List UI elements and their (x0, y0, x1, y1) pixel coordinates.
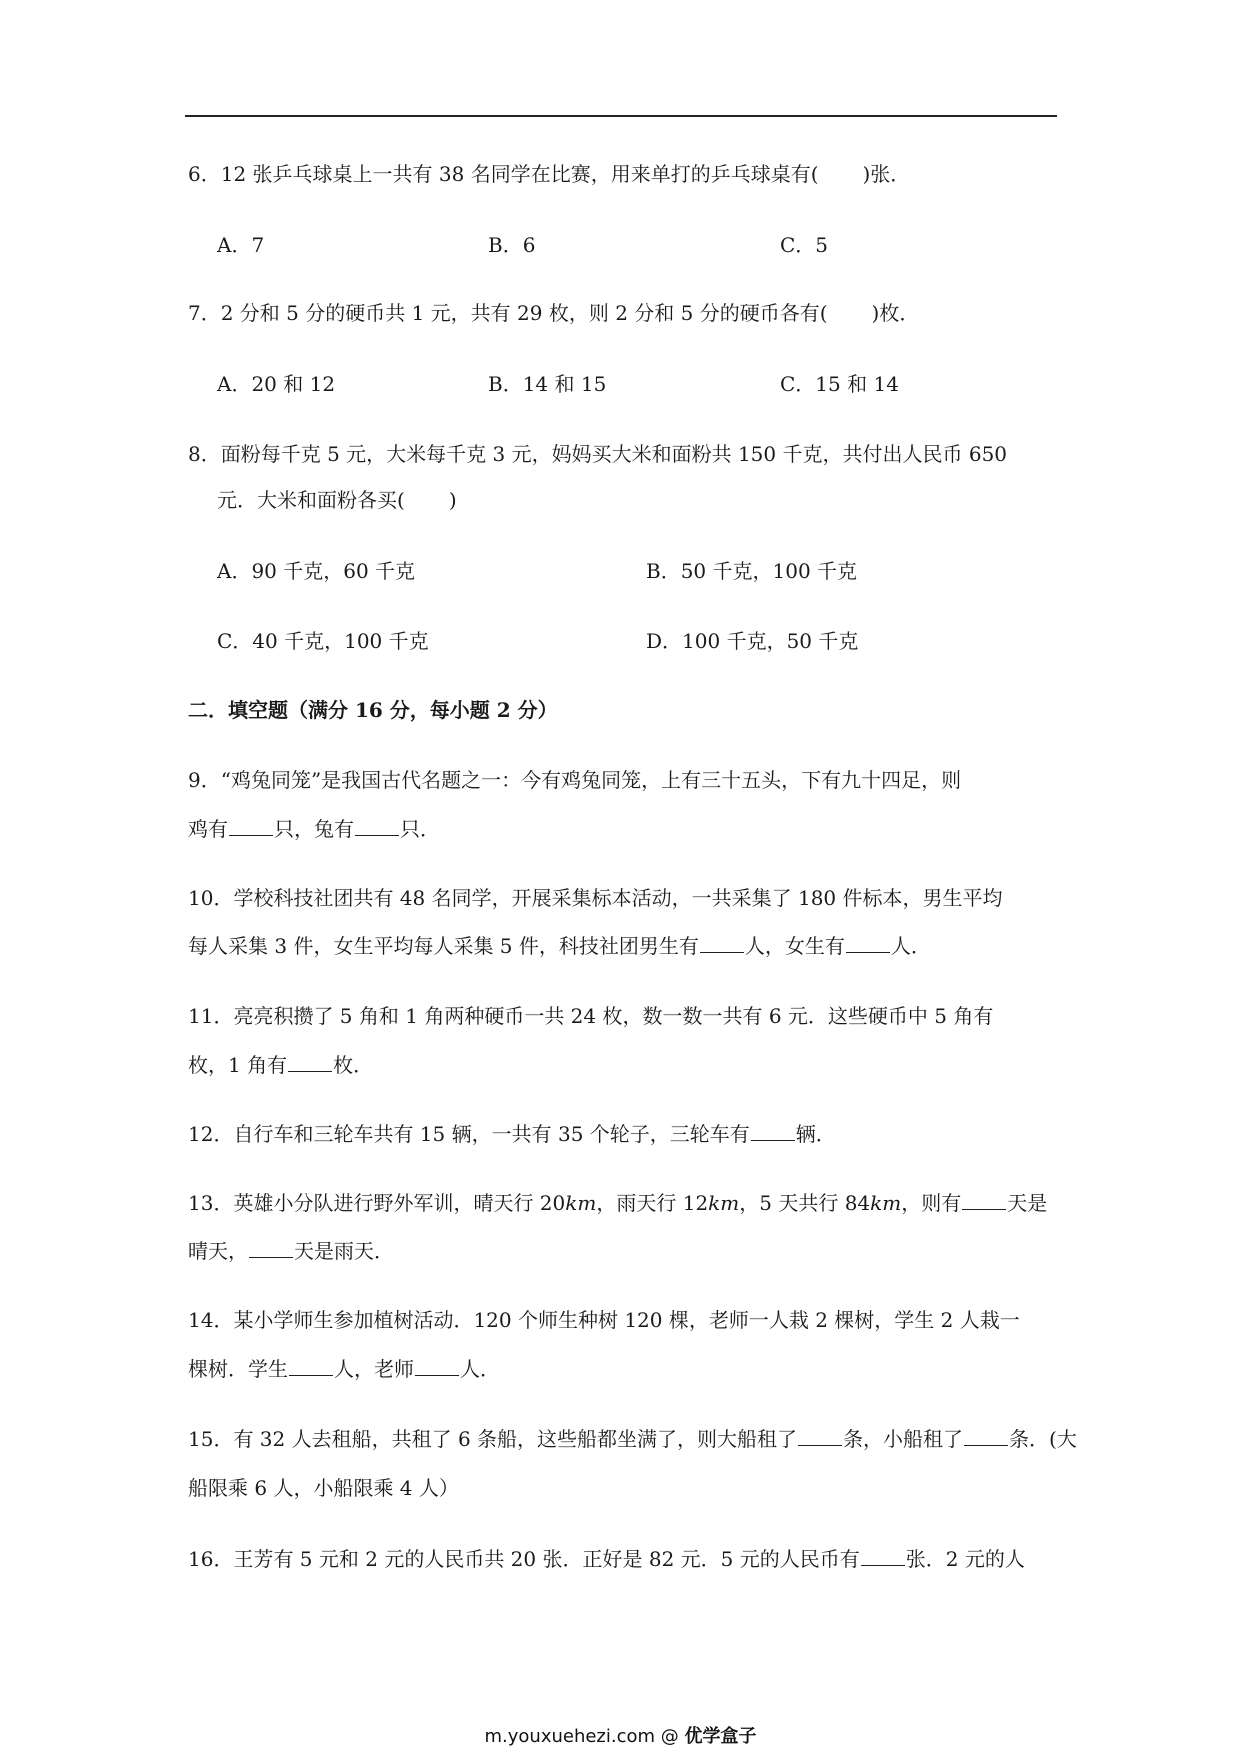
answer-blank[interactable] (964, 1425, 1008, 1446)
q8-option-d[interactable]: D．100 千克，50 千克 (646, 629, 859, 653)
q9-text: 只． (400, 817, 440, 841)
q8-text-end: ) (448, 488, 457, 512)
answer-blank[interactable] (962, 1189, 1006, 1210)
unit-km: km (565, 1191, 597, 1215)
q13-text: ，则有 (901, 1191, 962, 1215)
question-15-line-2: 船限乘 6 人，小船限乘 4 人） (188, 1476, 459, 1500)
question-10-line-1: 10．学校科技社团共有 48 名同学，开展采集标本活动，一共采集了 180 件标本，男生平均 (188, 886, 1003, 910)
q8-option-a[interactable]: A．90 千克，60 千克 (217, 559, 416, 583)
answer-blank[interactable] (751, 1120, 795, 1141)
question-13-line-1 (188, 1189, 1047, 1217)
question-13-line-2 (188, 1237, 394, 1265)
question-9-line-2 (188, 815, 440, 843)
question-8-line-1: 8．面粉每千克 5 元，大米每千克 3 元，妈妈买大米和面粉共 150 千克，共付出人民币 650 (188, 442, 1008, 466)
question-11-line-1: 11．亮亮积攒了 5 角和 1 角两种硬币一共 24 枚，数一数一共有 6 元．这些硬币中 5 角有 (188, 1004, 994, 1028)
question-7 (188, 299, 919, 327)
footer-watermark (0, 1722, 1241, 1748)
q13-text: ，雨天行 12 (596, 1191, 709, 1215)
q10-text: 人． (890, 934, 931, 958)
q6-text: 6．12 张乒乓球桌上一共有 38 名同学在比赛，用来单打的乒乓球桌有( (188, 162, 819, 186)
q13-text: ，5 天共行 84 (739, 1191, 871, 1215)
q6-text-end: )张． (862, 162, 911, 186)
section-title: 二．填空题（满分 16 分，每小题 2 分） (188, 698, 558, 722)
q13-text: 13．英雄小分队进行野外军训，晴天行 20 (188, 1191, 566, 1215)
answer-blank[interactable] (798, 1425, 842, 1446)
q11-text: 枚． (333, 1053, 374, 1077)
q7-option-a[interactable]: A．20 和 12 (217, 372, 336, 396)
question-16 (188, 1545, 1025, 1573)
q7-option-c[interactable]: C．15 和 14 (780, 372, 899, 396)
q6-option-a[interactable]: A．7 (217, 233, 265, 257)
q14-text: 棵树．学生 (188, 1357, 288, 1381)
q6-option-b[interactable]: B．6 (488, 233, 536, 257)
answer-blank[interactable] (846, 932, 890, 953)
unit-km: km (708, 1191, 740, 1215)
answer-blank[interactable] (700, 932, 744, 953)
question-9-line-1: 9．“鸡兔同笼”是我国古代名题之一：今有鸡兔同笼，上有三十五头，下有九十四足，则 (188, 768, 962, 792)
q6-option-c[interactable]: C．5 (780, 233, 829, 257)
answer-blank[interactable] (861, 1545, 905, 1566)
question-15-line-1 (188, 1425, 1077, 1453)
answer-blank[interactable] (288, 1051, 332, 1072)
question-6 (188, 160, 910, 188)
q13-text: 晴天， (188, 1239, 248, 1263)
answer-blank[interactable] (355, 815, 399, 836)
footer-site[interactable]: m.youxuehezi.com @ (484, 1726, 685, 1747)
question-14-line-2 (188, 1355, 500, 1383)
q8-option-b[interactable]: B．50 千克，100 千克 (646, 559, 858, 583)
q15-text: 条，小船租了 (843, 1427, 964, 1451)
q7-text: 7．2 分和 5 分的硬币共 1 元，共有 29 枚，则 2 分和 5 分的硬币各有( (188, 301, 828, 325)
question-10-line-2 (188, 932, 931, 960)
q13-text: 天是 (1007, 1191, 1048, 1215)
q14-text: 人． (460, 1357, 500, 1381)
q8-option-c[interactable]: C．40 千克，100 千克 (217, 629, 429, 653)
q12-text: 12．自行车和三轮车共有 15 辆，一共有 35 个轮子，三轮车有 (188, 1122, 750, 1146)
footer-brand: 优学盒子 (684, 1726, 757, 1747)
answer-blank[interactable] (289, 1355, 333, 1376)
question-14-line-1: 14．某小学师生参加植树活动．120 个师生种树 120 棵，老师一人栽 2 棵树，学生 2 人栽一 (188, 1308, 1020, 1332)
q12-text: 辆． (795, 1122, 836, 1146)
q9-text: 只，兔有 (274, 817, 354, 841)
q16-text: 16．王芳有 5 元和 2 元的人民币共 20 张．正好是 82 元．5 元的人民币有 (188, 1547, 860, 1571)
question-12 (188, 1120, 836, 1148)
q16-text: 张．2 元的人 (905, 1547, 1025, 1571)
q7-option-b[interactable]: B．14 和 15 (488, 372, 607, 396)
q8-text: 元．大米和面粉各买( (217, 488, 405, 512)
q15-text: 15．有 32 人去租船，共租了 6 条船，这些船都坐满了，则大船租了 (188, 1427, 798, 1451)
q7-text-end: )枚． (871, 301, 920, 325)
answer-blank[interactable] (415, 1355, 459, 1376)
answer-blank[interactable] (229, 815, 273, 836)
question-8-line-2 (217, 486, 457, 514)
q9-text: 鸡有 (188, 817, 228, 841)
q10-text: 每人采集 3 件，女生平均每人采集 5 件，科技社团男生有 (188, 934, 699, 958)
q14-text: 人，老师 (334, 1357, 414, 1381)
answer-blank[interactable] (249, 1237, 293, 1258)
header-rule (185, 115, 1057, 117)
q11-text: 枚，1 角有 (188, 1053, 288, 1077)
q10-text: 人，女生有 (744, 934, 845, 958)
q13-text: 天是雨天． (294, 1239, 394, 1263)
q15-text: 条．(大 (1009, 1427, 1077, 1451)
question-11-line-2 (188, 1051, 373, 1079)
unit-km: km (870, 1191, 902, 1215)
